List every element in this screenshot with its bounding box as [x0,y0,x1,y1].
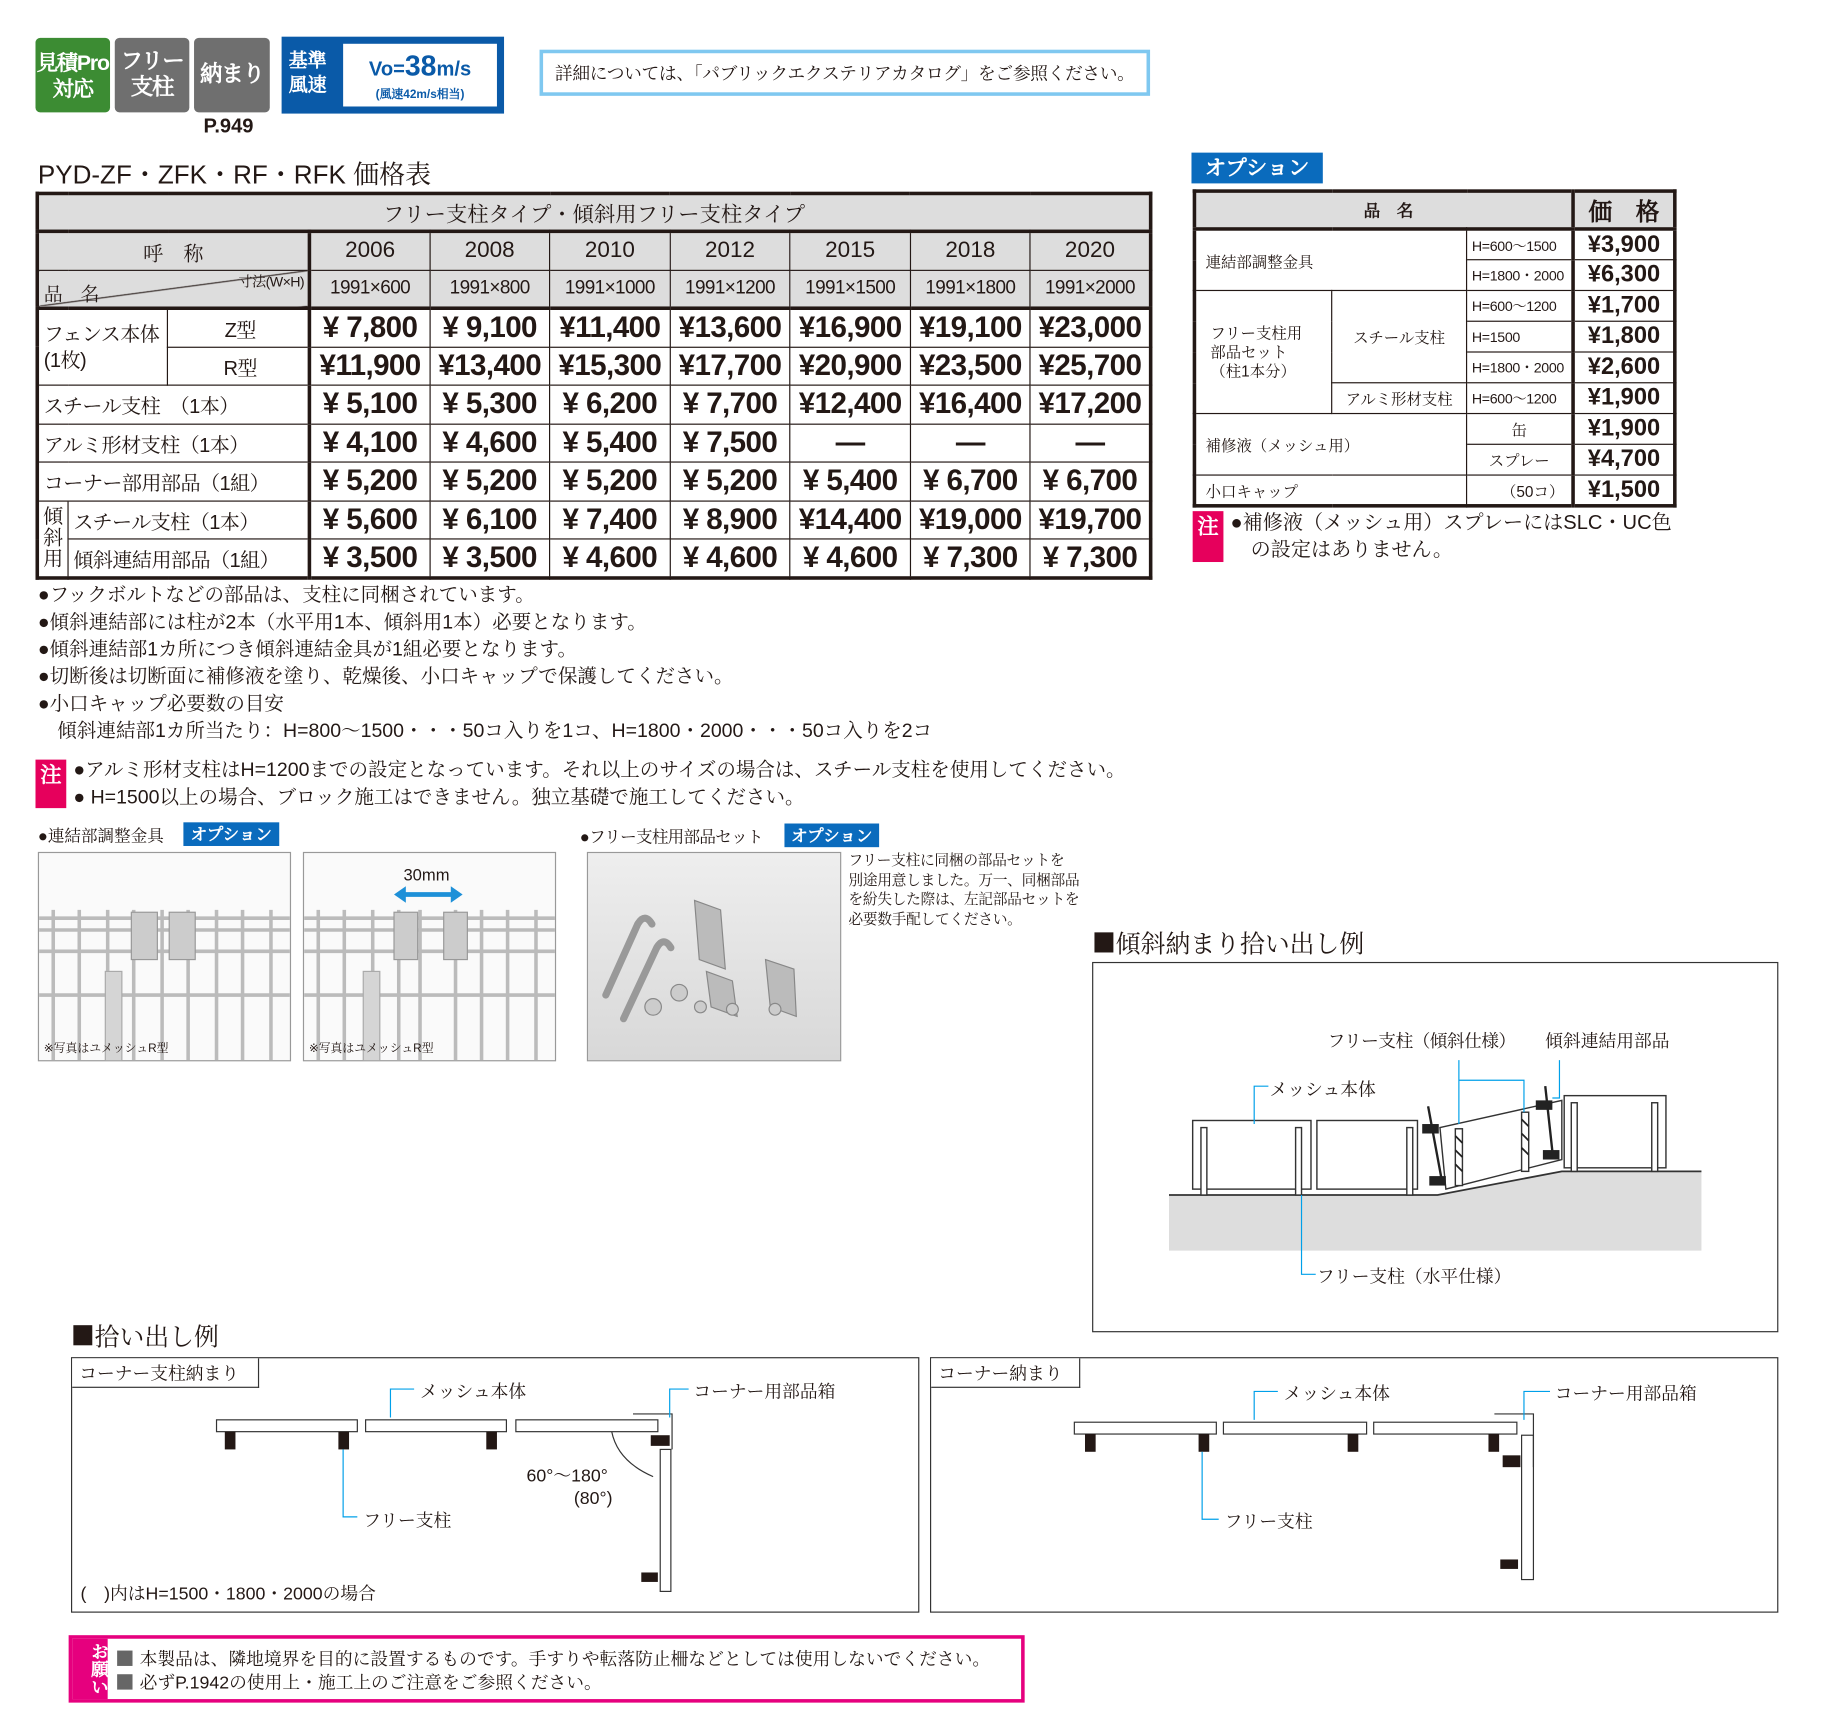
row-label: スチール支柱（1本） [68,500,309,538]
column-size: 1991×1200 [670,270,790,308]
price-table-title: PYD-ZF・ZFK・RF・RFK 価格表 [37,159,432,190]
column-code: 2015 [790,231,910,269]
option-spec: H=1800・2000 [1467,260,1574,291]
parts-set-image [588,853,841,1061]
option-price: ¥6,300 [1573,260,1675,291]
estimate-pro-badge: 見積Pro 対応 [35,38,110,113]
slope-example-title: 傾斜納まり拾い出し例 [1094,925,1364,960]
price-cell: ¥ 7,700 [670,385,790,423]
option-free-set: フリー支柱用 部品セット （柱1本分） [1194,290,1331,413]
page-reference[interactable]: P.949 [203,114,254,138]
request-mark: お願い [72,1639,107,1699]
option-spec: H=1500 [1467,321,1574,352]
price-cell: — [910,424,1030,462]
label-free-post-level: フリー支柱（水平仕様） [1316,1267,1512,1288]
label-corner-box: コーナー用部品箱 [1554,1384,1697,1405]
option-spec: H=1800・2000 [1467,352,1574,383]
price-cell: ¥23,000 [1030,308,1150,346]
price-cell: ¥11,400 [550,308,670,346]
label-slope-parts: 傾斜連結用部品 [1545,1031,1670,1052]
price-cell: ¥ 8,900 [670,500,790,538]
option-spec: 缶 [1467,414,1574,445]
connector-photo-label: ●連結部調整金具 [37,825,164,845]
header-item-size [37,270,309,308]
table-row [37,539,1150,577]
option-price: ¥1,900 [1573,383,1675,414]
price-cell: ¥ 9,100 [430,308,550,346]
note-item: ●傾斜連結部には柱が2本（水平用1本、傾斜用1本）必要となります。 [37,611,647,634]
price-cell: ¥ 5,400 [550,424,670,462]
table-row [37,424,1150,462]
connector-photo-after [303,852,556,1061]
footnote: ( )内はH=1500・1800・2000の場合 [80,1584,376,1605]
row-label: Z型 [167,308,309,346]
option-tag: オプション [1191,153,1322,184]
price-cell: ¥ 5,200 [670,462,790,500]
table-row [37,308,1150,346]
mesh-fence-image [304,853,556,1061]
option-header-price: 価 格 [1573,191,1675,229]
price-cell: ¥ 7,300 [910,539,1030,577]
note-item: ●フックボルトなどの部品は、支柱に同梱されています。 [37,584,535,606]
price-cell: ¥ 5,200 [550,462,670,500]
price-table [35,192,1152,579]
price-cell: ¥ 4,100 [309,424,429,462]
price-cell: ¥20,900 [790,347,910,385]
price-cell: ¥ 5,200 [430,462,550,500]
table-row [37,462,1150,500]
price-cell: ¥ 5,200 [309,462,429,500]
column-code: 2020 [1030,231,1150,269]
row-label: 傾斜連結用部品（1組） [68,539,309,577]
price-cell: ¥25,700 [1030,347,1150,385]
column-size: 1991×800 [430,270,550,308]
label-free-post: フリー支柱 [1224,1512,1313,1533]
price-cell: ¥ 7,500 [670,424,790,462]
option-note: ●補修液（メッシュ用）スプレーにはSLC・UC色 の設定はありません。 [1230,511,1672,561]
row-label: コーナー部用部品（1組） [37,462,309,500]
adjustment-dimension: 30mm [403,864,450,884]
note-item: ●傾斜連結部1カ所につき傾斜連結金具が1組必要となります。 [37,638,578,661]
row-label: アルミ形材支柱（1本） [37,424,309,462]
column-code: 2018 [910,231,1030,269]
row-label: R型 [167,347,309,385]
option-spec: （50コ） [1467,475,1574,506]
wind-label: 基準 風速 [288,50,327,96]
table-band-header: フリー支柱タイプ・傾斜用フリー支柱タイプ [37,193,1150,231]
price-cell: ¥ 4,600 [430,424,550,462]
caution-item: ● H=1500以上の場合、ブロック施工はできません。独立基礎で施工してください。 [73,786,805,809]
table-row [37,500,1150,538]
option-price: ¥4,700 [1573,444,1675,475]
free-set-description: フリー支柱に同梱の部品セットを 別途用意しました。万一、同梱部品 を紛失した際は、左記部品セットを 必要数手配してください。 [848,851,1080,928]
column-code: 2010 [550,231,670,269]
option-price: ¥1,700 [1573,290,1675,321]
option-price: ¥3,900 [1573,229,1675,260]
row-label: スチール支柱 （1本） [37,385,309,423]
column-code: 2012 [670,231,790,269]
option-spec: H=600～1200 [1467,290,1574,321]
label-angle: 60°～180° [526,1465,608,1487]
price-cell: ¥ 3,500 [309,539,429,577]
price-cell: ¥ 7,300 [1030,539,1150,577]
option-repair-liquid: 補修液（メッシュ用） [1194,414,1466,476]
option-spec: スプレー [1467,444,1574,475]
fence-group-label: フェンス本体 (1枚) [37,308,167,385]
price-cell: ¥ 6,700 [1030,462,1150,500]
caution-mark: 注 [1193,511,1224,562]
request-box [69,1635,1025,1702]
price-cell: ¥ 4,600 [670,539,790,577]
option-price-table [1193,189,1677,507]
option-connector: 連結部調整金具 [1194,229,1466,291]
photo-caption: ※写真はユメッシュR型 [308,1042,434,1056]
price-cell: ¥ 7,400 [550,500,670,538]
price-cell: ¥17,200 [1030,385,1150,423]
label-mesh: メッシュ本体 [1283,1384,1390,1405]
caution-list [73,757,1125,811]
option-price: ¥2,600 [1573,352,1675,383]
fit-badge: 納まり [194,38,270,113]
label-mesh: メッシュ本体 [420,1381,527,1403]
free-set-photo [587,852,841,1061]
corner-fit-tab: コーナー納まり [931,1358,1080,1388]
price-cell: ¥13,600 [670,308,790,346]
price-cell: ¥17,700 [670,347,790,385]
price-cell: ¥ 5,300 [430,385,550,423]
column-size: 1991×1000 [550,270,670,308]
label-angle-alt: (80°) [573,1488,613,1509]
corner-post-tab: コーナー支柱納まり [72,1358,259,1388]
column-size: 1991×2000 [1030,270,1150,308]
slope-group-label: 傾斜用 [37,500,68,577]
column-size: 1991×600 [309,270,429,308]
connector-photo-before [38,852,291,1061]
option-alumi-post: アルミ形材支柱 [1332,383,1467,414]
price-cell: ¥16,400 [910,385,1030,423]
price-cell: — [790,424,910,462]
price-cell: — [1030,424,1150,462]
price-cell: ¥16,900 [790,308,910,346]
table-row [37,347,1150,385]
option-spec: H=600～1500 [1467,229,1574,260]
request-line: 本製品は、隣地境界を目的に設置するものです。手すりや転落防止柵などとしては使用しないでください。 [117,1646,990,1671]
price-cell: ¥13,400 [430,347,550,385]
option-tag: オプション [183,822,279,846]
price-cell: ¥15,300 [550,347,670,385]
price-cell: ¥12,400 [790,385,910,423]
column-size: 1991×1500 [790,270,910,308]
price-cell: ¥19,100 [910,308,1030,346]
price-cell: ¥11,900 [309,347,429,385]
caution-item: ●アルミ形材支柱はH=1200までの設定となっています。それ以上のサイズの場合は、スチール支柱を使用してください。 [73,759,1126,781]
price-cell: ¥ 5,600 [309,500,429,538]
option-header-name: 品 名 [1194,191,1573,229]
price-cell: ¥ 4,600 [550,539,670,577]
column-code: 2008 [430,231,550,269]
free-post-badge: フリー 支柱 [115,38,190,113]
option-price: ¥1,900 [1573,414,1675,445]
option-spec: H=600～1200 [1467,383,1574,414]
option-end-cap: 小口キャップ [1194,475,1466,506]
note-item: ●小口キャップ必要数の目安 [37,693,284,715]
header-size: 寸法(W×H) [238,272,305,290]
request-line: 必ずP.1942の使用上・施工上のご注意をご参照ください。 [117,1669,602,1694]
free-set-photo-label: ●フリー支柱用部品セット [579,827,763,846]
label-corner-box: コーナー用部品箱 [693,1381,836,1403]
price-cell: ¥ 6,100 [430,500,550,538]
caution-mark: 注 [35,760,66,809]
option-price: ¥1,800 [1573,321,1675,352]
price-cell: ¥14,400 [790,500,910,538]
price-cell: ¥ 6,200 [550,385,670,423]
price-cell: ¥ 3,500 [430,539,550,577]
catalog-notice: 詳細については、「パブリックエクステリアカタログ」をご参照ください。 [540,50,1151,96]
pickup-example-title: 拾い出し例 [73,1318,219,1353]
wind-sub: (風速42m/s相当) [375,88,465,102]
option-steel-post: スチール支柱 [1332,290,1467,382]
label-free-post: フリー支柱 [363,1510,452,1532]
price-cell: ¥19,000 [910,500,1030,538]
price-cell: ¥ 4,600 [790,539,910,577]
price-cell: ¥23,500 [910,347,1030,385]
mesh-fence-image [39,853,291,1061]
option-price: ¥1,500 [1573,475,1675,506]
price-cell: ¥ 6,700 [910,462,1030,500]
header-name: 呼 称 [37,231,309,269]
table-row [37,385,1150,423]
column-size: 1991×1800 [910,270,1030,308]
note-item: ●切断後は切断面に補修液を塗り、乾燥後、小口キャップで保護してください。 [37,666,734,688]
label-free-post-slope: フリー支柱（傾斜仕様） [1327,1031,1516,1052]
label-mesh: メッシュ本体 [1269,1080,1376,1101]
wind-speed-badge [282,37,504,114]
note-item: 傾斜連結部1カ所当たり：H=800～1500・・・50コ入りを1コ、H=1800・2000・・・50コ入りを2コ [37,720,933,742]
price-cell: ¥ 7,800 [309,308,429,346]
option-tag: オプション [784,824,879,848]
column-code: 2006 [309,231,429,269]
price-cell: ¥19,700 [1030,500,1150,538]
notes-list [38,582,932,745]
price-cell: ¥ 5,100 [309,385,429,423]
wind-value: Vo=38m/s [368,50,472,83]
price-cell: ¥ 5,400 [790,462,910,500]
header-item: 品 名 [43,285,99,306]
photo-caption: ※写真はユメッシュR型 [43,1042,169,1056]
